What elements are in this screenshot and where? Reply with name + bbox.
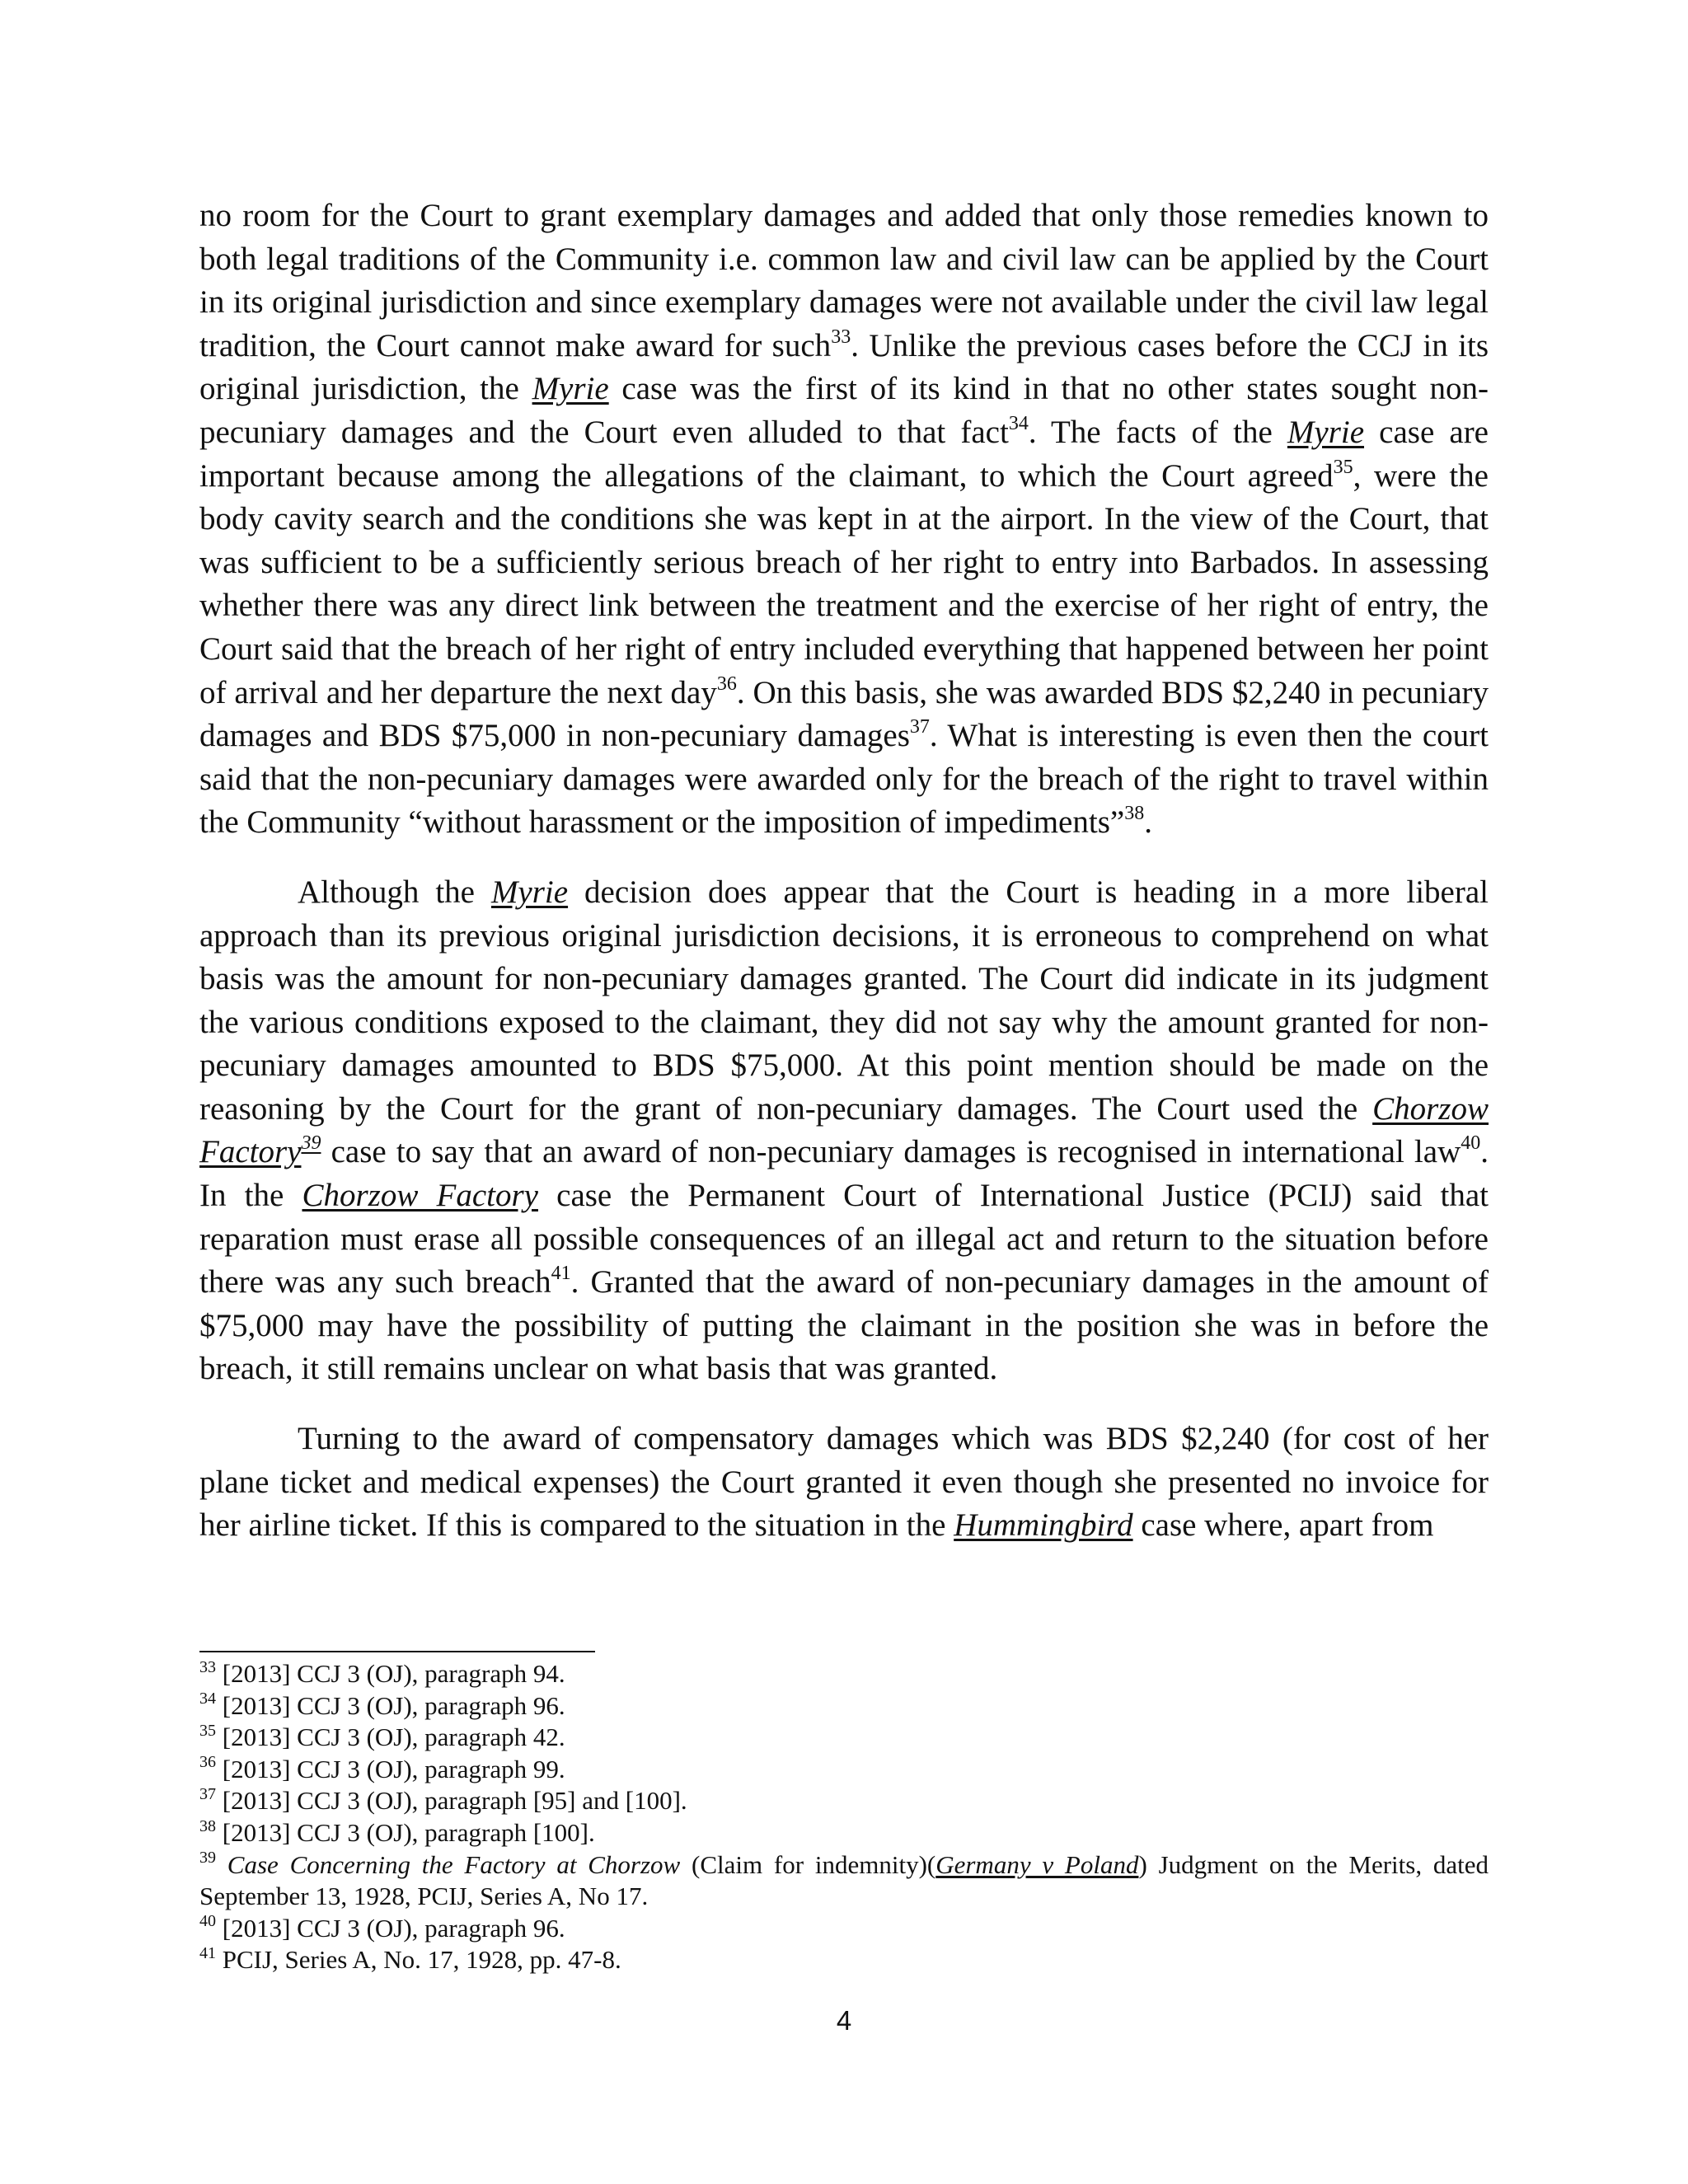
footnote-ref-35[interactable]: 35	[1333, 456, 1353, 478]
footnote-35: $^{35}$ [2013] CCJ 3 (OJ), paragraph 42.	[199, 1721, 565, 1752]
paragraph-3: Turning to the award of compensatory damages which was BDS $2,240 (for cost of her plane ticket and medical expenses) the Court granted it even though she presented no invoice for her airline ticket. If this is compared to the situation in the Hummingbird case where, apart from	[199, 1421, 1489, 1544]
footnote-ref-41[interactable]: 41	[551, 1263, 571, 1285]
footnote-36: $^{36}$ [2013] CCJ 3 (OJ), paragraph 99.	[199, 1753, 565, 1783]
footnote-separator	[199, 1651, 595, 1652]
case-name-chorzow-factory: Chorzow Factory	[199, 1090, 1489, 1170]
footnote-ref-38[interactable]: 38	[1124, 803, 1145, 825]
footnote-ref-34[interactable]: 34	[1008, 412, 1029, 434]
footnote-ref-40[interactable]: 40	[1461, 1132, 1481, 1155]
footnotes	[199, 1658, 1489, 1976]
case-name-myrie: Myrie	[490, 874, 569, 910]
footnote-ref-33[interactable]: 33	[831, 326, 851, 348]
footnote-40: $^{40}$ [2013] CCJ 3 (OJ), paragraph 96.	[199, 1912, 565, 1943]
case-name-chorzow-factory: Chorzow Factory	[302, 1178, 538, 1214]
footnote-ref-36[interactable]: 36	[716, 673, 737, 695]
footnote-34: $^{34}$ [2013] CCJ 3 (OJ), paragraph 96.	[199, 1690, 565, 1720]
footnote-ref-37[interactable]: 37	[909, 716, 930, 738]
footnote-39: $^{39}$ Case Concerning the Factory at Chorzow (Claim for indemnity)(Germany v Poland) Judgment on the Merits, dated September 13, 1928, PCIJ, Series A, No 17.	[199, 1849, 1489, 1911]
page-number: 4	[836, 2005, 852, 2036]
footnote-ref-39[interactable]: 39	[301, 1132, 321, 1155]
case-title: Case Concerning the Factory at Chorzow	[227, 1849, 681, 1879]
footnote-38: $^{38}$ [2013] CCJ 3 (OJ), paragraph [100].	[199, 1816, 595, 1847]
footnote-37: $^{37}$ [2013] CCJ 3 (OJ), paragraph [95] and [100].	[199, 1785, 687, 1816]
footnote-33: $^{33}$ [2013] CCJ 3 (OJ), paragraph 94.	[199, 1657, 565, 1688]
case-name-myrie: Myrie	[532, 371, 609, 407]
main-text	[199, 194, 1489, 1548]
footnote-41: $^{41}$ PCIJ, Series A, No. 17, 1928, pp. 47-8.	[199, 1944, 621, 1975]
case-name-myrie: Myrie	[1287, 414, 1365, 450]
case-parties: Germany v Poland	[935, 1849, 1139, 1879]
paragraph-2: Although the Myrie decision does appear that the Court is heading in a more liberal approach than its previous original jurisdiction decisions, it is erroneous to comprehend on what basis was the amount for non-pecuniary damages granted. The Court did indicate in its judgment the various conditions exposed to the claimant, they did not say why the amount granted for non-pecuniary damages amounted to BDS $75,000. At this point mention should be made on the reasoning by the Court for the grant of non-pecuniary damages. The Court used the Chorzow Factory$^{39}$ case to say that an award of non-pecuniary damages is recognised in international law$^{40}$. In the Chorzow Factory case the Permanent Court of International Justice (PCIJ) said that reparation must erase all possible consequences of an illegal act and return to the situation before there was any such breach$^{41}$. Granted that the award of non-pecuniary damages in the amount of $75,000 may have the possibility of putting the claimant in the position she was in before the breach, it still remains unclear on what basis that was granted.	[199, 874, 1489, 1387]
paragraph-1: no room for the Court to grant exemplary damages and added that only those remedies known to both legal traditions of the Community i.e. common law and civil law can be applied by the Court in its original jurisdiction and since exemplary damages were not available under the civil law legal tradition, the Court cannot make award for such$^{33}$. Unlike the previous cases before the CCJ in its original jurisdiction, the Myrie case was the first of its kind in that no other states sought non-pecuniary damages and the Court even alluded to that fact$^{34}$. The facts of the Myrie case are important because among the allegations of the claimant, to which the Court agreed$^{35}$, were the body cavity search and the conditions she was kept in at the airport. In the view of the Court, that was sufficient to be a sufficiently serious breach of her right to entry into Barbados. In assessing whether there was any direct link between the treatment and the exercise of her right of entry, the Court said that the breach of her right of entry included everything that happened between her point of arrival and her departure the next day$^{36}$. On this basis, she was awarded BDS $2,240 in pecuniary damages and BDS $75,000 in non-pecuniary damages$^{37}$. What is interesting is even then the court said that the non-pecuniary damages were awarded only for the breach of the right to travel within the Community “without harassment or the imposition of impediments”$^{38}$.	[199, 198, 1489, 841]
case-name-hummingbird: Hummingbird	[954, 1507, 1133, 1544]
